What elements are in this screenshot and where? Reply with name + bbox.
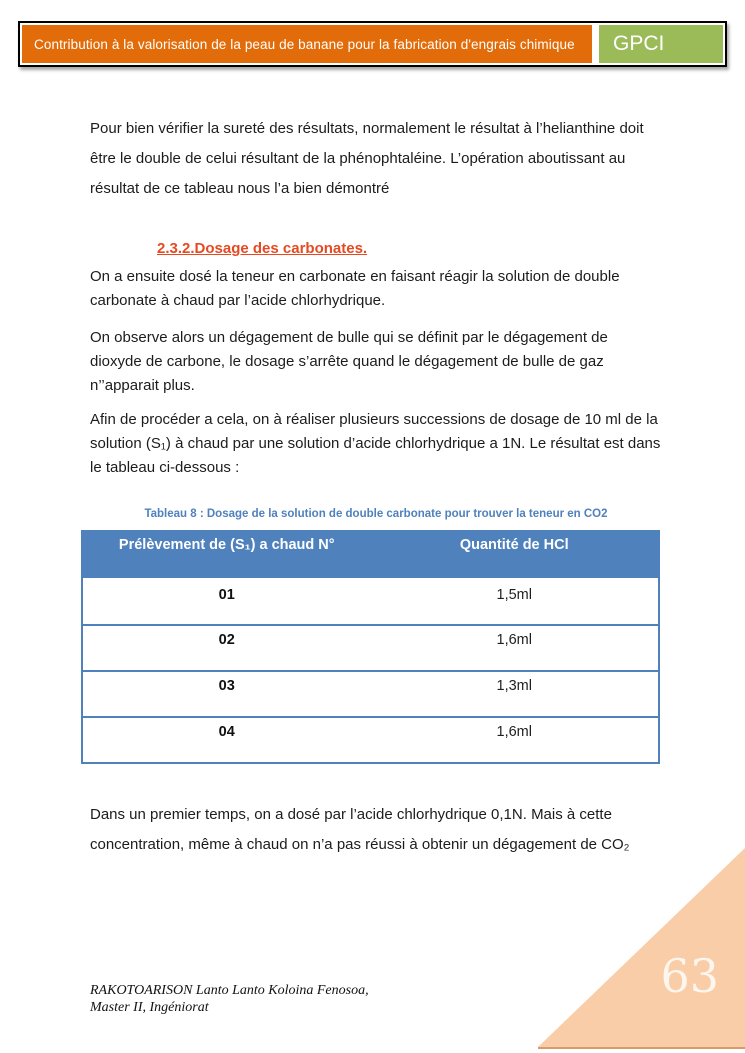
column-header-quantite-hcl: Quantité de HCl [371,530,659,578]
paragraph-procedure: Afin de procéder a cela, on à réaliser plusieurs successions de dosage de 10 ml de la solution (S₁) à chaud par une solution d’acide chlorhydrique a 1N. Le résultat est dans le tableau ci-dessous : [90,411,661,476]
section-heading-dosage-carbonates: 2.3.2.Dosage des carbonates. [157,240,368,257]
document-header [18,21,727,67]
corner-baseline [538,1047,745,1049]
header-title-banner: Contribution à la valorisation de la peau de banane pour la fabrication d'engrais chimique [22,25,592,63]
cell-hcl-quantity: 1,6ml [371,716,659,762]
table-row [83,670,658,716]
table-caption: Tableau 8 : Dosage de la solution de double carbonate pour trouver la teneur en CO2 [144,508,608,520]
footer-author-name: RAKOTOARISON Lanto Lanto Koloina Fenosoa, [90,983,369,998]
table-row [83,624,658,670]
paragraph-first-attempt: Dans un premier temps, on a dosé par l’acide chlorhydrique 0,1N. Mais à cette concentration, même à chaud on n’a pas réussi à obtenir un dégagement de CO₂ [90,806,630,853]
cell-sample-number: 02 [83,624,371,670]
cell-hcl-quantity: 1,3ml [371,670,659,716]
cell-sample-number: 01 [83,578,371,624]
paragraph-carbonate-dosing: On a ensuite dosé la teneur en carbonate en faisant réagir la solution de double carbonate à chaud par l’acide chlorhydrique. [90,268,620,309]
paragraph-bubble-release: On observe alors un dégagement de bulle qui se définit par le dégagement de dioxyde de carbone, le dosage s’arrête quand le dégagement de bulle de gaz n’’apparait plus. [90,329,608,394]
footer-author-block [90,982,450,1016]
table-row [83,578,658,624]
corner-triangle-shape [538,848,745,1047]
document-content [90,114,662,860]
column-header-prelevement: Prélèvement de (S₁) a chaud N° [83,530,371,578]
page-number: 63 [660,949,719,1003]
dosage-table [81,530,660,764]
table-header-row [83,530,658,578]
paragraph-results-check: Pour bien vérifier la sureté des résultats, normalement le résultat à l’helianthine doit être le double de celui résultant de la phénophtaléine. L’opération aboutissant au résultat de ce tableau nous l’a bien démontré [90,120,644,197]
table-row [83,716,658,762]
cell-sample-number: 03 [83,670,371,716]
cell-sample-number: 04 [83,716,371,762]
header-logo-badge: GPCI [599,25,723,63]
footer-author-degree: Master II, Ingéniorat [90,1000,209,1015]
corner-decoration [538,848,745,1047]
cell-hcl-quantity: 1,5ml [371,578,659,624]
cell-hcl-quantity: 1,6ml [371,624,659,670]
